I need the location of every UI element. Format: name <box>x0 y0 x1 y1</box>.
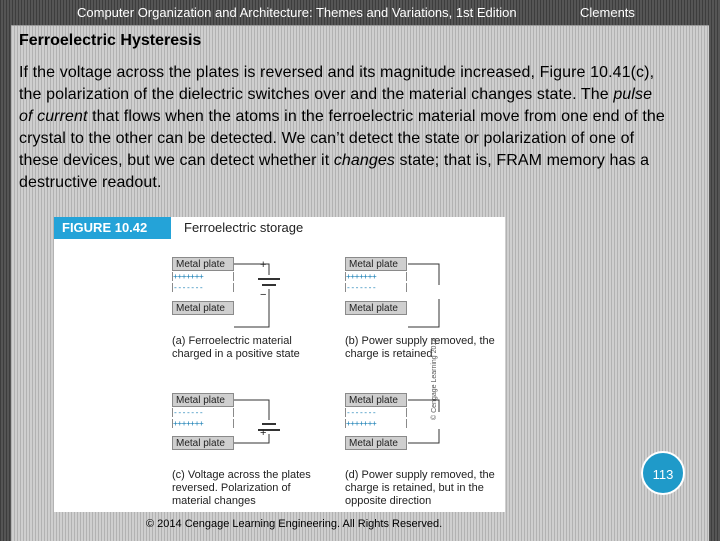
book-title: Computer Organization and Architecture: Themes and Variations, 1st Edition <box>77 5 517 20</box>
body-text-1: If the voltage across the plates is reversed and its magnitude increased, Figure 10.41(c), the polarization of the dielectric switches over and the material changes state. The <box>19 64 655 103</box>
slide-title: Ferroelectric Hysteresis <box>19 32 202 49</box>
metal-plate-a-top: Metal plate <box>172 257 234 271</box>
body-italic-2: changes <box>333 152 396 169</box>
body-text-3: state; that is, FRAM memory has a destructive readout. <box>19 152 650 191</box>
metal-plate-a-bottom: Metal plate <box>172 301 234 315</box>
metal-plate-d-bottom: Metal plate <box>345 436 407 450</box>
charges-a-top: +++++++ <box>172 272 234 281</box>
charges-b-bottom: ------- <box>345 283 407 292</box>
charges-d-bottom: +++++++ <box>345 419 407 428</box>
minus-sign-a: − <box>260 289 267 301</box>
metal-plate-d-top: Metal plate <box>345 393 407 407</box>
charges-b-top: +++++++ <box>345 272 407 281</box>
body-text-2: that flows when the atoms in the ferroelectric material move from one end of the crystal to the other can be detected. We can’t detect the state or polarization of one of these devices, but we can detect whether it <box>19 108 665 169</box>
metal-plate-b-bottom: Metal plate <box>345 301 407 315</box>
charges-c-top: ------- <box>172 408 234 417</box>
circuit-a <box>234 264 280 327</box>
figure-watermark: © Cengage Learning 2014 <box>431 337 438 420</box>
subcaption-b: (b) Power supply removed, the charge is retained <box>345 335 495 360</box>
body-italic-1: pulse of current <box>19 86 653 125</box>
copyright-notice: © 2014 Cengage Learning Engineering. All Rights Reserved. <box>146 518 443 530</box>
charges-d-top: ------- <box>345 408 407 417</box>
metal-plate-b-top: Metal plate <box>345 257 407 271</box>
charges-a-bottom: ------- <box>172 283 234 292</box>
plus-sign-c: + <box>260 427 267 439</box>
subcaption-d: (d) Power supply removed, the charge is retained, but in the opposite direction <box>345 469 495 507</box>
subcaption-a: (a) Ferroelectric material charged in a positive state <box>172 335 300 360</box>
author-name: Clements <box>580 5 635 20</box>
metal-plate-c-bottom: Metal plate <box>172 436 234 450</box>
plus-sign-a: + <box>260 259 267 271</box>
figure-label: FIGURE 10.42 <box>54 217 171 239</box>
circuit-b <box>408 264 439 327</box>
slide-header <box>0 4 720 22</box>
figure-caption: Ferroelectric storage <box>184 220 304 235</box>
metal-plate-c-top: Metal plate <box>172 393 234 407</box>
page-number-badge: 113 <box>641 451 685 495</box>
circuit-c <box>234 400 280 443</box>
subcaption-c: (c) Voltage across the plates reversed. Polarization of material changes <box>172 469 311 507</box>
slide-body <box>19 62 669 194</box>
charges-c-bottom: +++++++ <box>172 419 234 428</box>
